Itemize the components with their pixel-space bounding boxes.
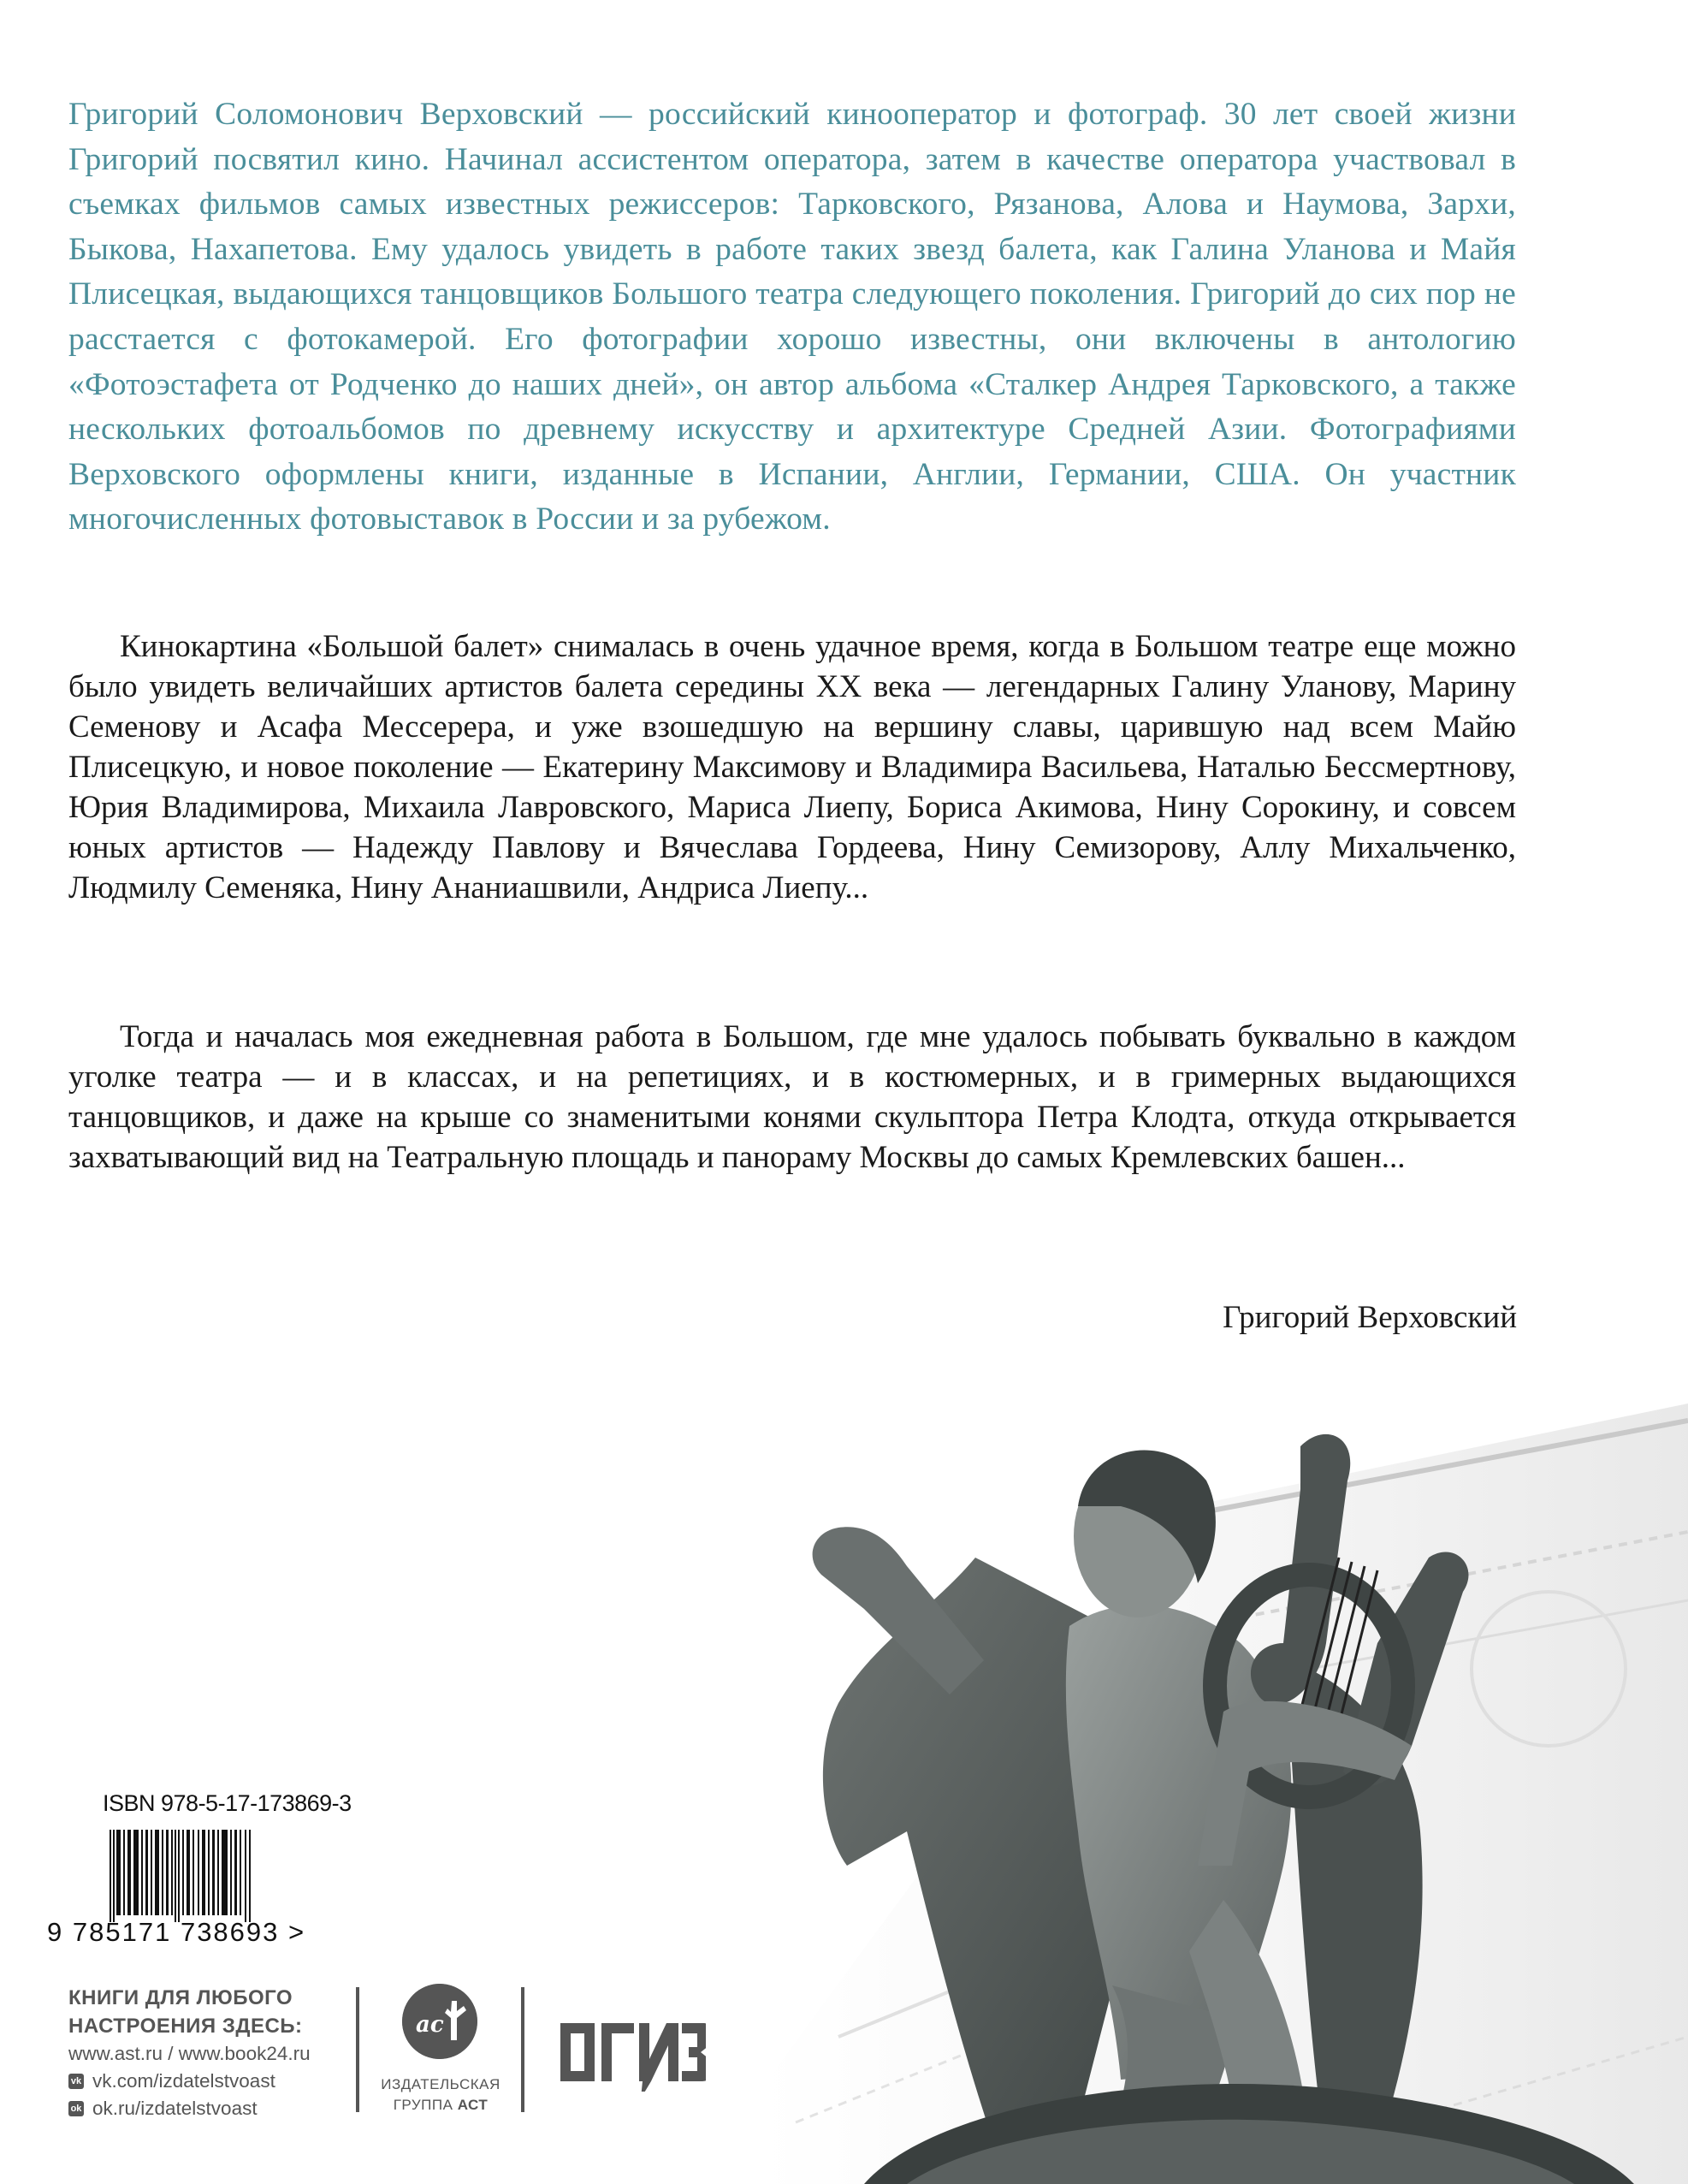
barcode-digit-group-1: 785171 xyxy=(72,1917,172,1947)
footer-heading-2: НАСТРОЕНИЯ ЗДЕСЬ: xyxy=(68,2015,303,2038)
ast-caption-bold: АСТ xyxy=(457,2097,489,2113)
vk-link[interactable] xyxy=(68,2068,311,2095)
quote-paragraph-1: Кинокартина «Большой балет» снималась в очень удачное время, когда в Большом театре еще можно было увидеть величайших артистов балета середины XX века — легендарных Галину Уланову, Марину Семенову и Асафа Мессерера, и уже взошедшую на вершину славы, царившую над всем Майю Плисецкую, и новое поколение — Екатерину Максимову и Владимира Васильева, Наталью Бессмертнову, Юрия Владимирова, Михаила Лавровского, Мариса Лиепу, Бориса Акимова, Нину Сорокину, и совсем юных артистов — Надежду Павлову и Вячеслава Гордеева, Нину Семизорову, Аллу Михальченко, Людмилу Семеняка, Нину Ананиашвили, Андриса Лиепу... xyxy=(68,629,1516,905)
barcode-digit-first: 9 xyxy=(47,1917,64,1947)
ast-caption xyxy=(376,2074,505,2116)
ast-caption-line-2 xyxy=(376,2095,505,2116)
ok-link[interactable] xyxy=(68,2095,311,2122)
ast-logo-icon xyxy=(402,1984,477,2059)
statue-photo xyxy=(710,1386,1688,2184)
ast-caption-line-1: ИЗДАТЕЛЬСКАЯ xyxy=(381,2076,500,2092)
author-bio: Григорий Соломонович Верховский — российский кинооператор и фотограф. 30 лет своей жизни Григорий посвятил кино. Начинал ассистентом оператора, затем в качестве оператора участвовал в съемках фильмов самых известных режиссеров: Тарковского, Рязанова, Алова и Наумова, Зархи, Быкова, Нахапетова. Ему удалось увидеть в работе таких звезд балета, как Галина Уланова и Майя Плисецкая, выдающихся танцовщиков Большого театра следующего поколения. Григорий до сих пор не расстается с фотокамерой. Его фотографии хорошо известны, они включены в антологию «Фотоэстафета от Родченко до наших дней», он автор альбома «Сталкер Андрея Тарковского, а также нескольких фотоальбомов по древнему искусству и архитектуре Средней Азии. Фотографиями Верховского оформлены книги, изданные в Испании, Англии, Германии, США. Он участник многочисленных фотовыставок в России и за рубежом. xyxy=(68,97,1516,537)
barcode-digit-group-2: 738693 xyxy=(180,1917,280,1947)
barcode-digits xyxy=(47,1917,305,1948)
quote-paragraph-2: Тогда и началась моя ежедневная работа в Большом, где мне удалось побывать буквально в каждом уголке театра — и в классах, и на репетициях, и в костюмерных, и в гримерных выдающихся танцовщиков, и даже на крыше со знаменитыми конями скульптора Петра Клодта, откуда открывается захватывающий вид на Театральную площадь и панораму Москвы до самых Кремлевских башен... xyxy=(68,1019,1516,1175)
website-links[interactable]: www.ast.ru / www.book24.ru xyxy=(68,2043,311,2064)
vk-url[interactable]: vk.com/izdatelstvoast xyxy=(92,2070,275,2092)
ast-caption-prefix: ГРУППА xyxy=(393,2097,458,2113)
footer-heading-1: КНИГИ ДЛЯ ЛЮБОГО xyxy=(68,1986,293,2009)
barcode-quiet-mark: > xyxy=(288,1917,306,1947)
publisher-links xyxy=(68,1984,311,2122)
svg-text:ac: ac xyxy=(416,2012,444,2038)
ok-icon: ok xyxy=(68,2101,84,2116)
footer-divider-2 xyxy=(521,1987,524,2112)
ogiz-logo-icon xyxy=(560,2016,706,2092)
ok-url[interactable]: ok.ru/izdatelstvoast xyxy=(92,2098,258,2119)
isbn-barcode xyxy=(110,1830,253,1922)
author-signature: Григорий Верховский xyxy=(1223,1300,1517,1335)
footer-divider-1 xyxy=(356,1987,359,2112)
isbn-label: ISBN 978-5-17-173869-3 xyxy=(103,1790,352,1816)
vk-icon: vk xyxy=(68,2074,84,2089)
